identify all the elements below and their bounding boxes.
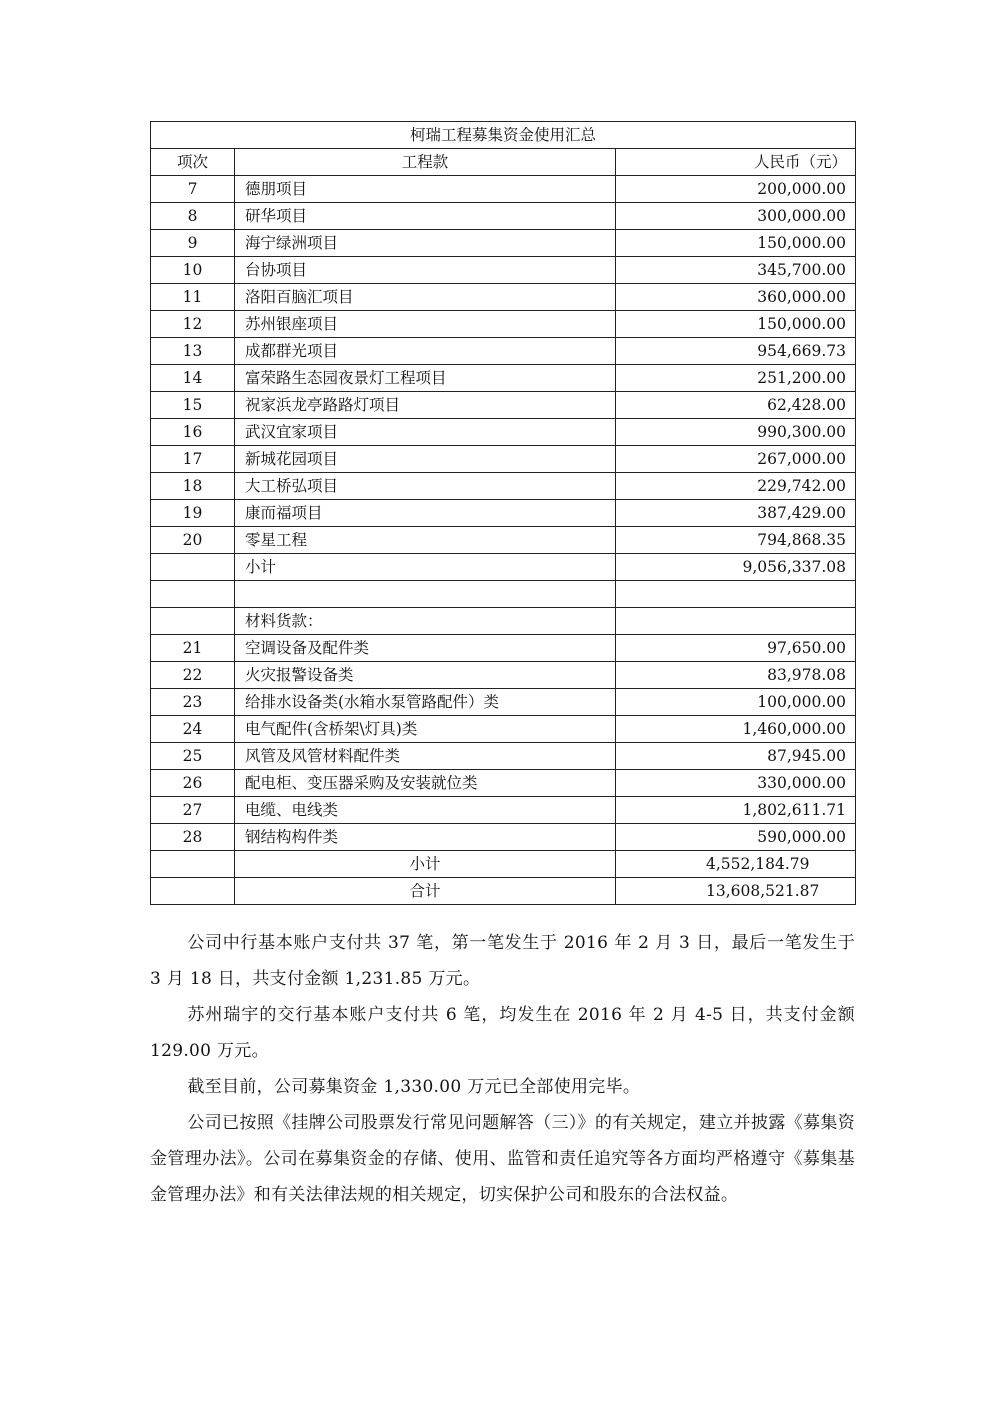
item-no: 12 [151,311,235,338]
table-row [151,743,856,770]
total-amount: 13,608,521.87 [616,878,856,905]
amount: 83,978.08 [616,662,856,689]
table-row [151,689,856,716]
material-name: 电气配件(含桥架\灯具)类 [235,716,616,743]
table-row [151,716,856,743]
table-row [151,824,856,851]
subtotal-amount: 4,552,184.79 [616,851,856,878]
table-row [151,311,856,338]
header-amount: 人民币（元） [616,149,856,176]
table-row [151,203,856,230]
table-row [151,230,856,257]
project-name: 苏州银座项目 [235,311,616,338]
item-no: 15 [151,392,235,419]
paragraph: 公司已按照《挂牌公司股票发行常见问题解答（三）》的有关规定，建立并披露《募集资金管理办法》。公司在募集资金的存储、使用、监管和责任追究等各方面均严格遵守《募集基金管理办法》和有关法律法规的相关规定，切实保护公司和股东的合法权益。 [150,1113,855,1205]
paragraph: 苏州瑞宇的交行基本账户支付共 6 笔，均发生在 2016 年 2 月 4-5 日，共支付金额 129.00 万元。 [150,1005,855,1061]
subtotal-amount: 9,056,337.08 [616,554,856,581]
table-row [151,257,856,284]
amount: 1,460,000.00 [616,716,856,743]
total-row [151,878,856,905]
table-row [151,770,856,797]
project-name: 富荣路生态园夜景灯工程项目 [235,365,616,392]
item-no: 22 [151,662,235,689]
table-row [151,473,856,500]
subtotal-row [151,851,856,878]
project-name: 台协项目 [235,257,616,284]
item-no: 13 [151,338,235,365]
table-row [151,392,856,419]
amount: 150,000.00 [616,230,856,257]
table-row [151,446,856,473]
item-no: 25 [151,743,235,770]
subtotal-row [151,554,856,581]
amount: 229,742.00 [616,473,856,500]
body-text [150,925,855,1213]
amount: 251,200.00 [616,365,856,392]
amount: 345,700.00 [616,257,856,284]
material-name: 风管及风管材料配件类 [235,743,616,770]
material-name: 给排水设备类(水箱水泵管路配件）类 [235,689,616,716]
header-item-no: 项次 [151,149,235,176]
table-row [151,527,856,554]
project-name: 成都群光项目 [235,338,616,365]
amount: 267,000.00 [616,446,856,473]
subtotal-label: 小计 [235,851,616,878]
table-header-row [151,149,856,176]
amount: 330,000.00 [616,770,856,797]
project-name: 德朋项目 [235,176,616,203]
amount: 360,000.00 [616,284,856,311]
item-no: 9 [151,230,235,257]
amount: 87,945.00 [616,743,856,770]
amount: 150,000.00 [616,311,856,338]
table-row [151,500,856,527]
table-title: 柯瑞工程募集资金使用汇总 [151,122,856,149]
material-name: 钢结构构件类 [235,824,616,851]
amount: 590,000.00 [616,824,856,851]
amount: 100,000.00 [616,689,856,716]
project-name: 洛阳百脑汇项目 [235,284,616,311]
table-row [151,635,856,662]
subtotal-label: 小计 [235,554,616,581]
empty-cell [151,581,235,608]
amount: 990,300.00 [616,419,856,446]
fund-usage-table [150,121,856,905]
table-row [151,419,856,446]
paragraph: 公司中行基本账户支付共 37 笔，第一笔发生于 2016 年 2 月 3 日，最后一笔发生于 3 月 18 日，共支付金额 1,231.85 万元。 [150,933,855,989]
empty-cell [151,851,235,878]
item-no: 14 [151,365,235,392]
amount: 794,868.35 [616,527,856,554]
materials-header: 材料货款： [235,608,616,635]
project-name: 研华项目 [235,203,616,230]
item-no: 19 [151,500,235,527]
item-no: 20 [151,527,235,554]
amount: 97,650.00 [616,635,856,662]
table-row [151,662,856,689]
blank-row [151,581,856,608]
item-no: 26 [151,770,235,797]
empty-cell [616,581,856,608]
item-no: 11 [151,284,235,311]
item-no: 23 [151,689,235,716]
project-name: 祝家浜龙亭路路灯项目 [235,392,616,419]
paragraph: 截至目前，公司募集资金 1,330.00 万元已全部使用完毕。 [187,1077,641,1097]
empty-cell [151,878,235,905]
header-project: 工程款 [235,149,616,176]
project-name: 海宁绿洲项目 [235,230,616,257]
amount: 62,428.00 [616,392,856,419]
table-row [151,176,856,203]
amount: 300,000.00 [616,203,856,230]
project-name: 新城花园项目 [235,446,616,473]
total-label: 合计 [235,878,616,905]
item-no: 10 [151,257,235,284]
table-row [151,284,856,311]
amount: 1,802,611.71 [616,797,856,824]
item-no: 24 [151,716,235,743]
item-no: 8 [151,203,235,230]
table-row [151,365,856,392]
material-name: 配电柜、变压器采购及安装就位类 [235,770,616,797]
table-row [151,797,856,824]
project-name: 武汉宜家项目 [235,419,616,446]
material-name: 火灾报警设备类 [235,662,616,689]
item-no: 21 [151,635,235,662]
item-no: 16 [151,419,235,446]
project-name: 大工桥弘项目 [235,473,616,500]
item-no: 28 [151,824,235,851]
empty-cell [151,554,235,581]
empty-cell [235,581,616,608]
section-header-row [151,608,856,635]
item-no: 17 [151,446,235,473]
empty-cell [616,608,856,635]
amount: 387,429.00 [616,500,856,527]
item-no: 18 [151,473,235,500]
amount: 954,669.73 [616,338,856,365]
project-name: 康而福项目 [235,500,616,527]
material-name: 电缆、电线类 [235,797,616,824]
item-no: 7 [151,176,235,203]
project-name: 零星工程 [235,527,616,554]
amount: 200,000.00 [616,176,856,203]
empty-cell [151,608,235,635]
table-row [151,338,856,365]
item-no: 27 [151,797,235,824]
table-title-row [151,122,856,149]
material-name: 空调设备及配件类 [235,635,616,662]
